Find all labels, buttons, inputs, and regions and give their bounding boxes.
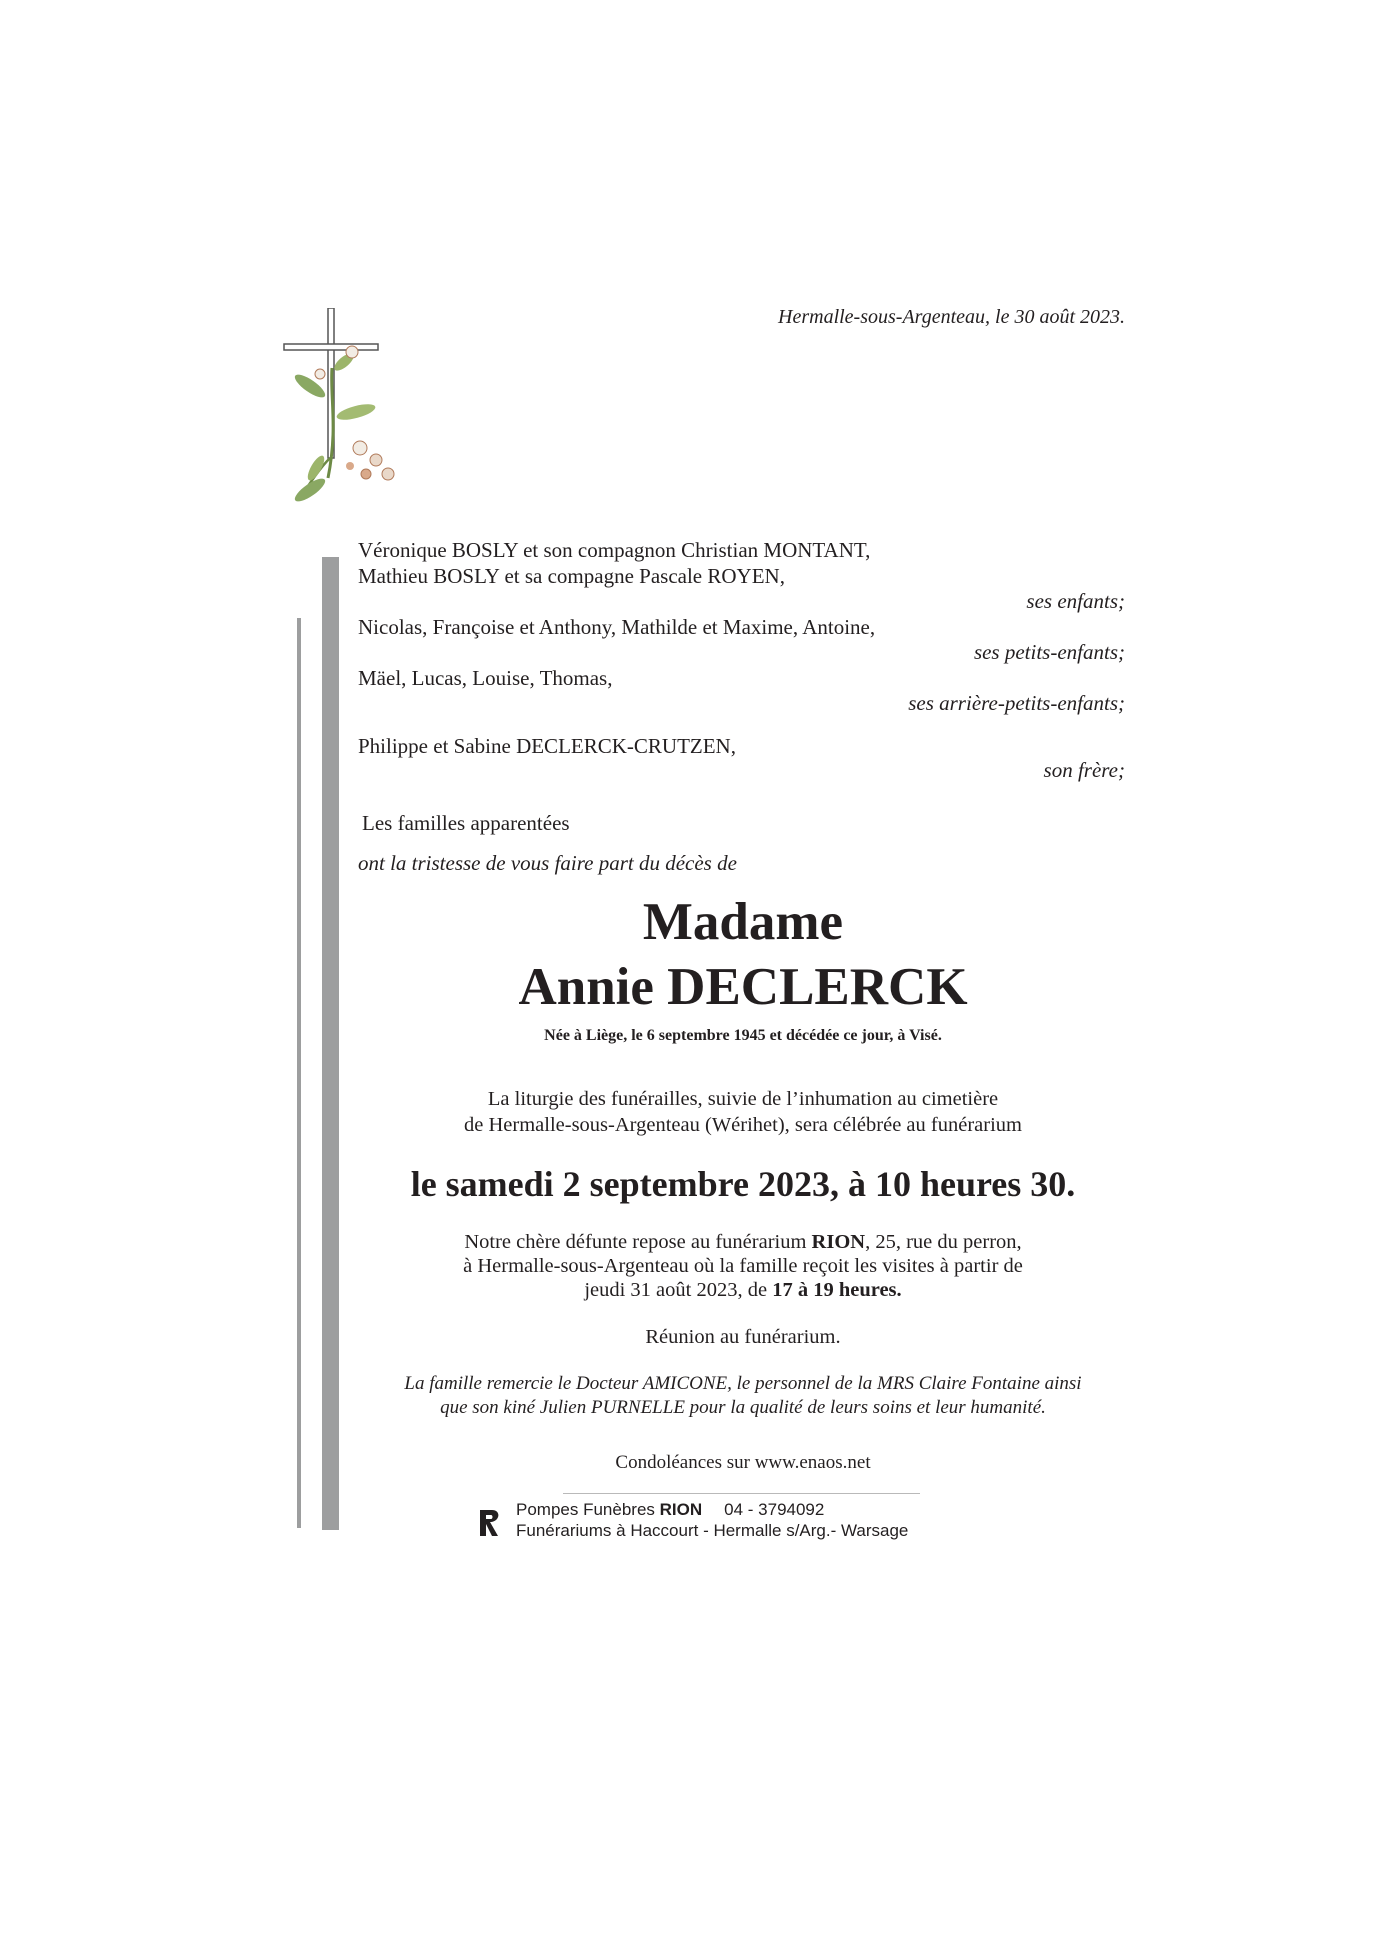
visitation-line-1-post: , 25, rue du perron, bbox=[865, 1231, 1022, 1253]
announcement-text: ont la tristesse de vous faire part du décès de bbox=[358, 851, 737, 875]
footer-company-line bbox=[516, 1500, 824, 1520]
children-relation: ses enfants; bbox=[1026, 589, 1125, 613]
visitation-line-2: à Hermalle-sous-Argenteau où la famille reçoit les visites à partir de bbox=[463, 1255, 1023, 1277]
children-line-2: Mathieu BOSLY et sa compagne Pascale ROYEN, bbox=[358, 564, 785, 588]
brother-line: Philippe et Sabine DECLERCK-CRUTZEN, bbox=[358, 734, 736, 758]
footer-phone: 04 - 3794092 bbox=[724, 1500, 825, 1519]
reunion-line: Réunion au funérarium. bbox=[645, 1326, 841, 1348]
liturgy-line-1: La liturgie des funérailles, suivie de l’inhumation au cimetière bbox=[487, 1088, 999, 1110]
visitation-line-3 bbox=[338, 1278, 1148, 1302]
decorative-side-bar-thick bbox=[322, 557, 339, 1530]
grandchildren-relation: ses petits-enfants; bbox=[973, 640, 1125, 664]
condolences-website: Condoléances sur www.enaos.net bbox=[615, 1452, 871, 1473]
footer-locations: Funérariums à Haccourt - Hermalle s/Arg.- Warsage bbox=[516, 1521, 909, 1540]
grandchildren-line: Nicolas, Françoise et Anthony, Mathilde et Maxime, Antoine, bbox=[358, 615, 876, 639]
ceremony-date-time: le samedi 2 septembre 2023, à 10 heures 30. bbox=[410, 1164, 1076, 1204]
thanks-line-1: La famille remercie le Docteur AMICONE, le personnel de la MRS Claire Fontaine ainsi bbox=[404, 1373, 1082, 1394]
related-families: Les familles apparentées bbox=[362, 811, 570, 835]
visitation-line-1 bbox=[338, 1230, 1148, 1254]
visitation-hours: 17 à 19 heures. bbox=[772, 1279, 902, 1301]
visitation-line-3-pre: jeudi 31 août 2023, de bbox=[584, 1279, 773, 1301]
cross-with-flowers-icon bbox=[280, 308, 420, 504]
brother-relation: son frère; bbox=[1043, 758, 1125, 782]
thanks-line-2: que son kiné Julien PURNELLE pour la qualité de leurs soins et leur humanité. bbox=[440, 1397, 1046, 1418]
footer-company-name: RION bbox=[659, 1500, 703, 1519]
footer-company-prefix: Pompes Funèbres bbox=[516, 1500, 660, 1519]
great-grandchildren-relation: ses arrière-petits-enfants; bbox=[908, 691, 1125, 715]
children-line-1: Véronique BOSLY et son compagnon Christian MONTANT, bbox=[358, 538, 871, 562]
announcement-date: Hermalle-sous-Argenteau, le 30 août 2023. bbox=[778, 306, 1125, 328]
liturgy-line-2: de Hermalle-sous-Argenteau (Wérihet), sera célébrée au funérarium bbox=[464, 1114, 1022, 1136]
footer-divider bbox=[563, 1493, 920, 1494]
visitation-funeral-home-name: RION bbox=[811, 1231, 866, 1253]
decorative-side-bar-thin bbox=[297, 618, 301, 1528]
deceased-title: Madame bbox=[642, 893, 844, 951]
visitation-line-1-pre: Notre chère défunte repose au funérarium bbox=[464, 1231, 812, 1253]
deceased-name: Annie DECLERCK bbox=[518, 958, 968, 1016]
rion-logo-icon bbox=[478, 1508, 502, 1538]
great-grandchildren-line: Mäel, Lucas, Louise, Thomas, bbox=[358, 666, 613, 690]
birth-death-line: Née à Liège, le 6 septembre 1945 et décédée ce jour, à Visé. bbox=[544, 1027, 942, 1044]
